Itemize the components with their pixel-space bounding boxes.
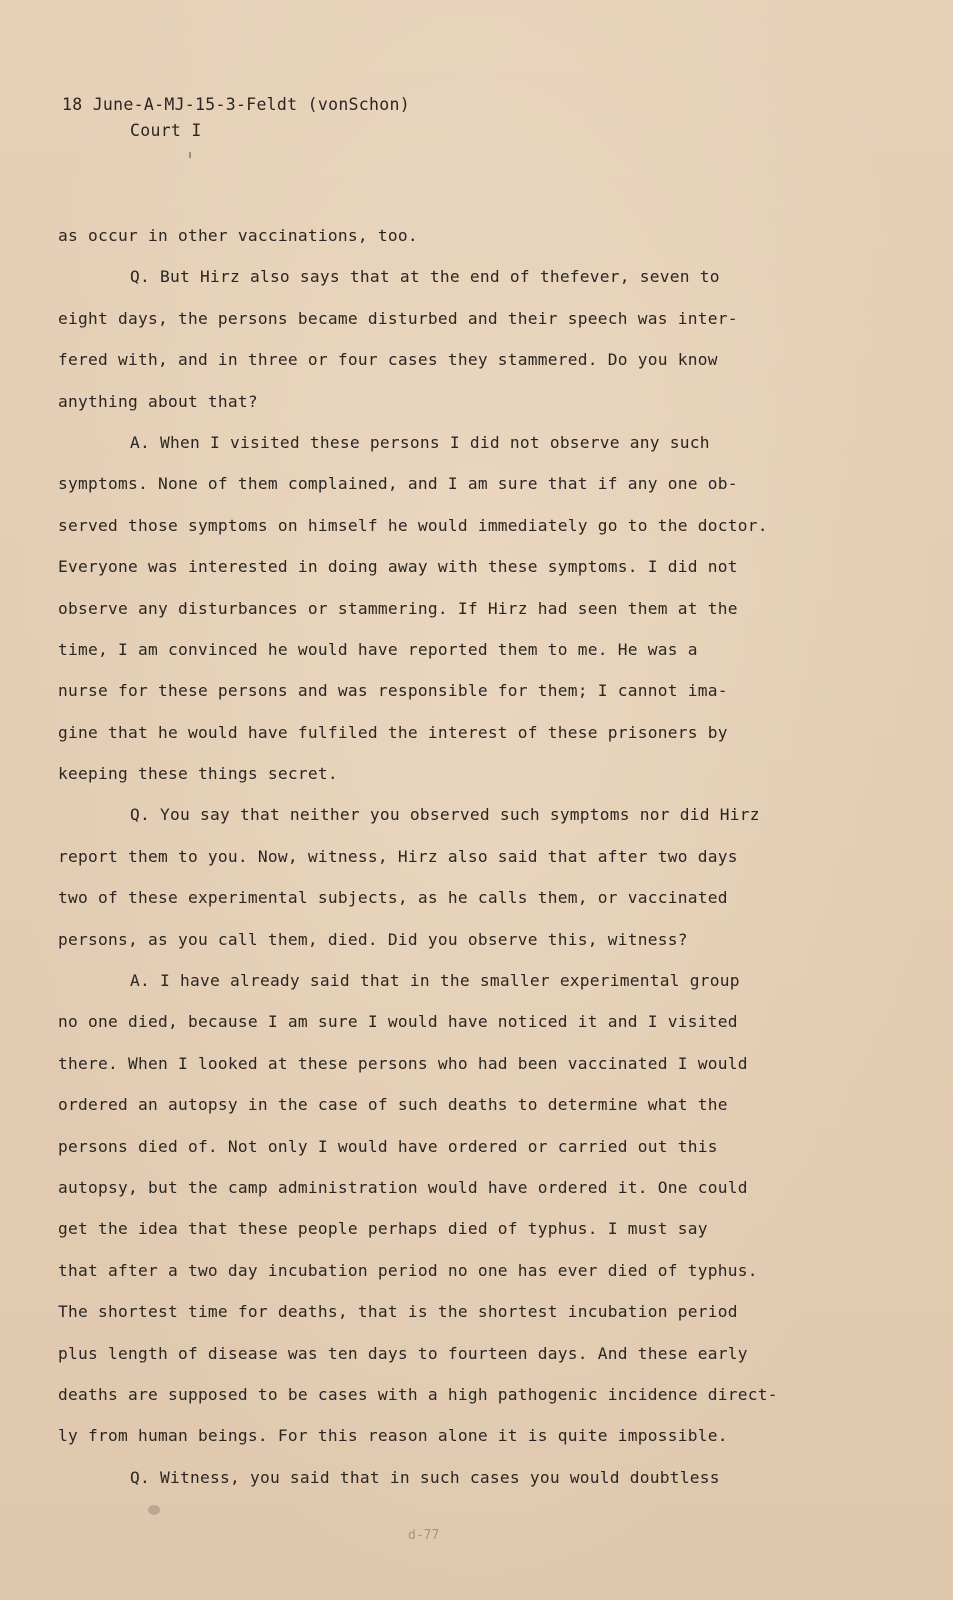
transcript-line: deaths are supposed to be cases with a high pathogenic incidence direct- <box>58 1384 778 1404</box>
transcript-line: time, I am convinced he would have reported them to me. He was a <box>58 639 698 659</box>
transcript-line: Q. You say that neither you observed such symptoms nor did Hirz <box>130 805 760 825</box>
transcript-line: Q. But Hirz also says that at the end of thefever, seven to <box>130 267 720 287</box>
transcript-line: Q. Witness, you said that in such cases you would doubtless <box>130 1467 720 1487</box>
transcript-line: eight days, the persons became disturbed and their speech was inter- <box>58 308 738 328</box>
transcript-line: A. When I visited these persons I did not observe any such <box>130 432 710 452</box>
transcript-line: two of these experimental subjects, as he calls them, or vaccinated <box>58 888 728 908</box>
transcript-line: persons, as you call them, died. Did you observe this, witness? <box>58 929 688 949</box>
document-header <box>62 92 410 144</box>
transcript-line: get the idea that these people perhaps died of typhus. I must say <box>58 1219 708 1239</box>
transcript-line: report them to you. Now, witness, Hirz also said that after two days <box>58 846 738 866</box>
ink-smudge <box>148 1505 160 1515</box>
transcript-line: ordered an autopsy in the case of such deaths to determine what the <box>58 1095 728 1115</box>
transcript-line: plus length of disease was ten days to fourteen days. And these early <box>58 1343 748 1363</box>
header-court-line: Court I <box>130 121 202 140</box>
transcript-line: The shortest time for deaths, that is the shortest incubation period <box>58 1302 738 1322</box>
transcript-line: keeping these things secret. <box>58 764 338 784</box>
transcript-line: there. When I looked at these persons who had been vaccinated I would <box>58 1053 748 1073</box>
header-reference-line: 18 June-A-MJ-15-3-Feldt (vonSchon) <box>62 95 410 114</box>
transcript-line: observe any disturbances or stammering. If Hirz had seen them at the <box>58 598 738 618</box>
transcript-line: A. I have already said that in the smaller experimental group <box>130 971 740 991</box>
transcript-line: as occur in other vaccinations, too. <box>58 226 418 245</box>
transcript-body <box>58 215 848 1498</box>
transcript-line: served those symptoms on himself he would immediately go to the doctor. <box>58 515 768 535</box>
transcript-line: nurse for these persons and was responsible for them; I cannot ima- <box>58 681 728 701</box>
transcript-line: that after a two day incubation period no one has ever died of typhus. <box>58 1260 758 1280</box>
stray-mark <box>189 152 191 158</box>
transcript-line: fered with, and in three or four cases they stammered. Do you know <box>58 350 718 370</box>
transcript-line: autopsy, but the camp administration would have ordered it. One could <box>58 1177 748 1197</box>
transcript-line: anything about that? <box>58 391 258 411</box>
page-number-mark: d-77 <box>408 1528 440 1543</box>
transcript-line: Everyone was interested in doing away with these symptoms. I did not <box>58 557 738 577</box>
transcript-line: no one died, because I am sure I would have noticed it and I visited <box>58 1012 738 1032</box>
transcript-line: ly from human beings. For this reason alone it is quite impossible. <box>58 1426 728 1446</box>
transcript-line: gine that he would have fulfiled the interest of these prisoners by <box>58 722 728 742</box>
transcript-line: persons died of. Not only I would have ordered or carried out this <box>58 1136 718 1156</box>
transcript-line: symptoms. None of them complained, and I am sure that if any one ob- <box>58 474 738 494</box>
